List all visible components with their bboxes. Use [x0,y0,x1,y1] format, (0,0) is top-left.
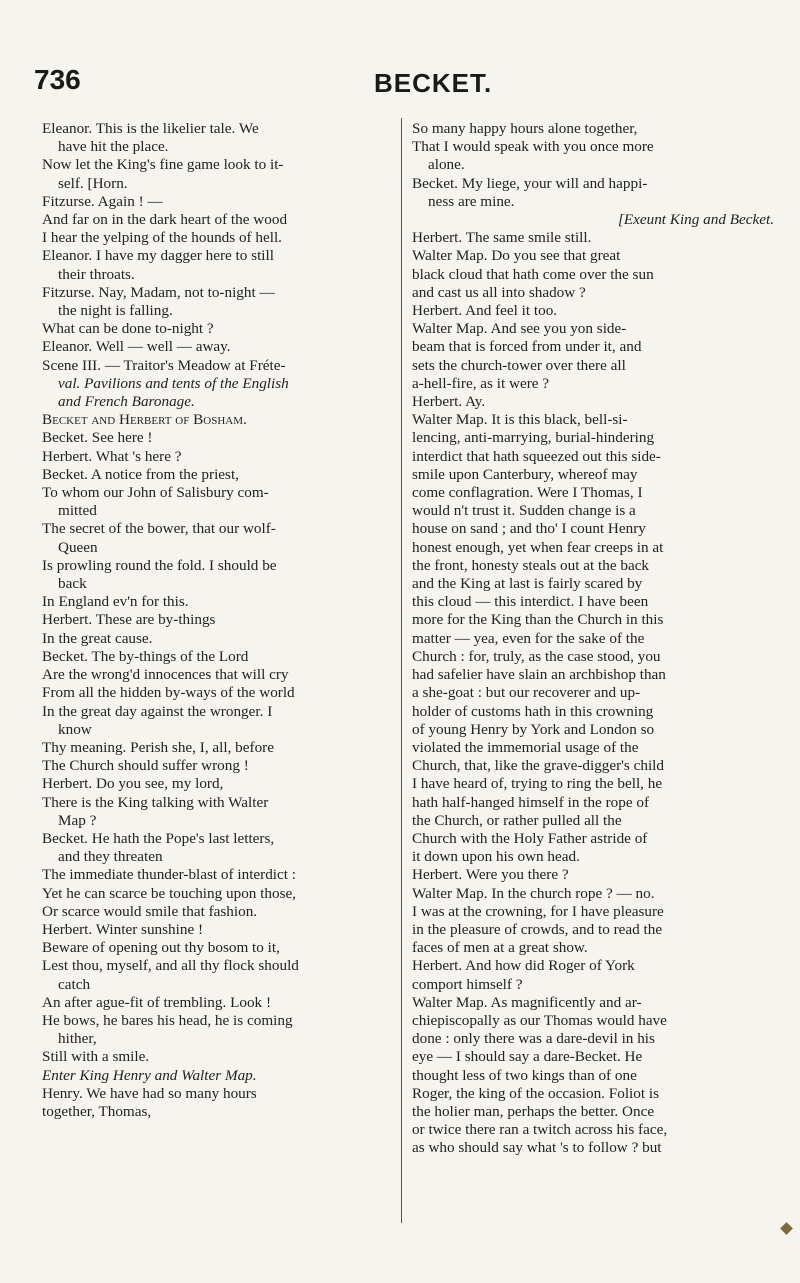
text-line: lencing, anti-marrying, burial-hindering [412,429,655,447]
text-line: sets the church-tower over there all [412,356,626,374]
text-line: Becket. A notice from the priest, [42,465,239,483]
text-line: it down upon his own head. [412,848,580,866]
text-line: and cast us all into shadow ? [412,283,586,301]
text-line: come conflagration. Were I Thomas, I [412,484,643,502]
text-line: Eleanor. I have my dagger here to still [42,247,274,265]
text-line: I have heard of, trying to ring the bell, he [412,775,663,793]
text-line: the front, honesty steals out at the back [412,556,650,574]
text-line: the holier man, perhaps the better. Once [412,1102,655,1120]
text-line: An after ague-fit of trembling. Look ! [42,993,271,1011]
text-line: violated the immemorial usage of the [412,738,639,756]
text-line: There is the King talking with Walter [42,793,269,811]
text-line: honest enough, yet when fear creeps in at [412,538,664,556]
text-line: or twice there ran a twitch across his face, [412,1121,668,1139]
text-line: Herbert. These are by-things [42,611,216,629]
text-line: alone. [428,156,465,174]
text-line: Church, that, like the grave-digger's child [412,757,664,775]
text-line: In the great cause. [42,629,153,647]
text-line: Becket. He hath the Pope's last letters, [42,829,275,847]
text-line: Herbert. The same smile still. [412,229,592,247]
ornament-mark [780,1222,793,1235]
text-line: The secret of the bower, that our wolf- [42,520,276,538]
text-line: more for the King than the Church in this [412,611,664,629]
text-line: of young Henry by York and London so [412,720,655,738]
running-title: BECKET. [374,68,493,98]
text-line: The immediate thunder-blast of interdict : [42,866,297,884]
scene-heading: val. Pavilions and tents of the English [58,374,289,392]
text-line: a she-goat : but our recoverer and up- [412,684,641,702]
text-line: this cloud — this interdict. I have been [412,593,649,611]
text-line: Yet he can scarce be touching upon those, [42,884,297,902]
text-line: Henry. We have had so many hours [42,1084,257,1102]
text-line: Thy meaning. Perish she, I, all, before [42,738,274,756]
text-line: Still with a smile. [42,1048,150,1066]
column-divider [401,118,402,1223]
text-line: Herbert. And feel it too. [412,302,558,320]
scene-heading: Scene III. — Traitor's Meadow at Fréte- [42,356,286,374]
text-line: chiepiscopally as our Thomas would have [412,1011,667,1029]
stage-direction: [Exeunt King and Becket. [617,211,774,229]
text-line: as who should say what 's to follow ? but [412,1139,662,1157]
text-line: Becket. My liege, your will and happi- [412,174,648,192]
text-line: Herbert. Were you there ? [412,866,569,884]
text-line: In the great day against the wronger. I [42,702,273,720]
text-line: Walter Map. It is this black, bell-si- [412,411,628,429]
text-line: From all the hidden by-ways of the world [42,684,295,702]
text-line: black cloud that hath come over the sun [412,265,654,283]
page-header [34,64,760,98]
text-line: a-hell-fire, as it were ? [412,374,550,392]
text-line: matter — yea, even for the sake of the [412,629,645,647]
right-column [412,120,774,1158]
text-line: Herbert. Winter sunshine ! [42,920,204,938]
text-line: Fitzurse. Again ! — [42,192,163,210]
text-line: Queen [58,538,98,556]
text-line: Herbert. Do you see, my lord, [42,775,224,793]
text-line: ness are mine. [428,192,515,210]
text-line: know [58,720,92,738]
text-line: Church : for, truly, as the case stood, you [412,647,661,665]
text-line: in the pleasure of crowds, and to read the [412,920,663,938]
text-line: Fitzurse. Nay, Madam, not to-night — [42,283,275,301]
text-line: Is prowling round the fold. I should be [42,556,277,574]
text-line: comport himself ? [412,975,523,993]
text-line: Lest thou, myself, and all thy flock should [42,957,299,975]
text-line: catch [58,975,91,993]
text-line: That I would speak with you once more [412,138,654,156]
text-line: To whom our John of Salisbury com- [42,484,269,502]
text-line: holder of customs hath in this crowning [412,702,654,720]
text-line: Becket. The by-things of the Lord [42,647,249,665]
text-line: eye — I should say a dare-Becket. He [412,1048,643,1066]
text-line: I was at the crowning, for I have pleasure [412,902,664,920]
text-line: Walter Map. As magnificently and ar- [412,993,642,1011]
text-line: Now let the King's fine game look to it- [42,156,284,174]
text-line: Beware of opening out thy bosom to it, [42,939,280,957]
text-line: I hear the yelping of the hounds of hell. [42,229,282,247]
text-line: have hit the place. [58,138,169,156]
text-line: Walter Map. And see you yon side- [412,320,627,338]
text-line: hither, [58,1030,97,1048]
text-line: Herbert. Ay. [412,393,486,411]
text-line: What can be done to-night ? [42,320,214,338]
text-line: done : only there was a dare-devil in his [412,1030,655,1048]
text-line: Church with the Holy Father astride of [412,829,648,847]
text-line: and the King at last is fairly scared by [412,575,643,593]
stage-direction: Becket and Herbert of Bosham. [42,411,247,429]
left-column [42,120,390,1121]
text-line: Map ? [58,811,97,829]
text-line: had safelier have slain an archbishop than [412,666,666,684]
text-line: He bows, he bares his head, he is coming [42,1011,293,1029]
text-line: Walter Map. In the church rope ? — no. [412,884,655,902]
text-line: would n't trust it. Sudden change is a [412,502,636,520]
text-line: Roger, the king of the occasion. Foliot is [412,1084,659,1102]
text-line: And far on in the dark heart of the wood [42,211,288,229]
text-line: beam that is forced from under it, and [412,338,642,356]
text-line: Herbert. What 's here ? [42,447,182,465]
text-line: Walter Map. Do you see that great [412,247,621,265]
text-line: self. [Horn. [58,174,128,192]
text-line: faces of men at a great show. [412,939,588,957]
text-line: The Church should suffer wrong ! [42,757,249,775]
scene-heading: and French Baronage. [58,393,195,411]
text-line: the Church, or rather pulled all the [412,811,622,829]
text-line: back [58,575,87,593]
text-line: thought less of two kings than of one [412,1066,637,1084]
text-line: and they threaten [58,848,163,866]
text-line: Eleanor. Well — well — away. [42,338,231,356]
text-line: Or scarce would smile that fashion. [42,902,258,920]
stage-direction: Enter King Henry and Walter Map. [42,1066,257,1084]
text-line: interdict that hath squeezed out this side- [412,447,661,465]
text-line: together, Thomas, [42,1102,152,1120]
text-line: mitted [58,502,97,520]
text-line: In England ev'n for this. [42,593,189,611]
text-line: hath half-hanged himself in the rope of [412,793,650,811]
text-line: Are the wrong'd innocences that will cry [42,666,289,684]
text-line: the night is falling. [58,302,173,320]
page-number: 736 [34,64,81,95]
text-line: smile upon Canterbury, whereof may [412,465,638,483]
text-line: their throats. [58,265,135,283]
text-line: Eleanor. This is the likelier tale. We [42,120,259,137]
text-line: Herbert. And how did Roger of York [412,957,635,975]
text-line: house on sand ; and tho' I count Henry [412,520,646,538]
text-line: Becket. See here ! [42,429,153,447]
text-line: So many happy hours alone together, [412,120,638,137]
